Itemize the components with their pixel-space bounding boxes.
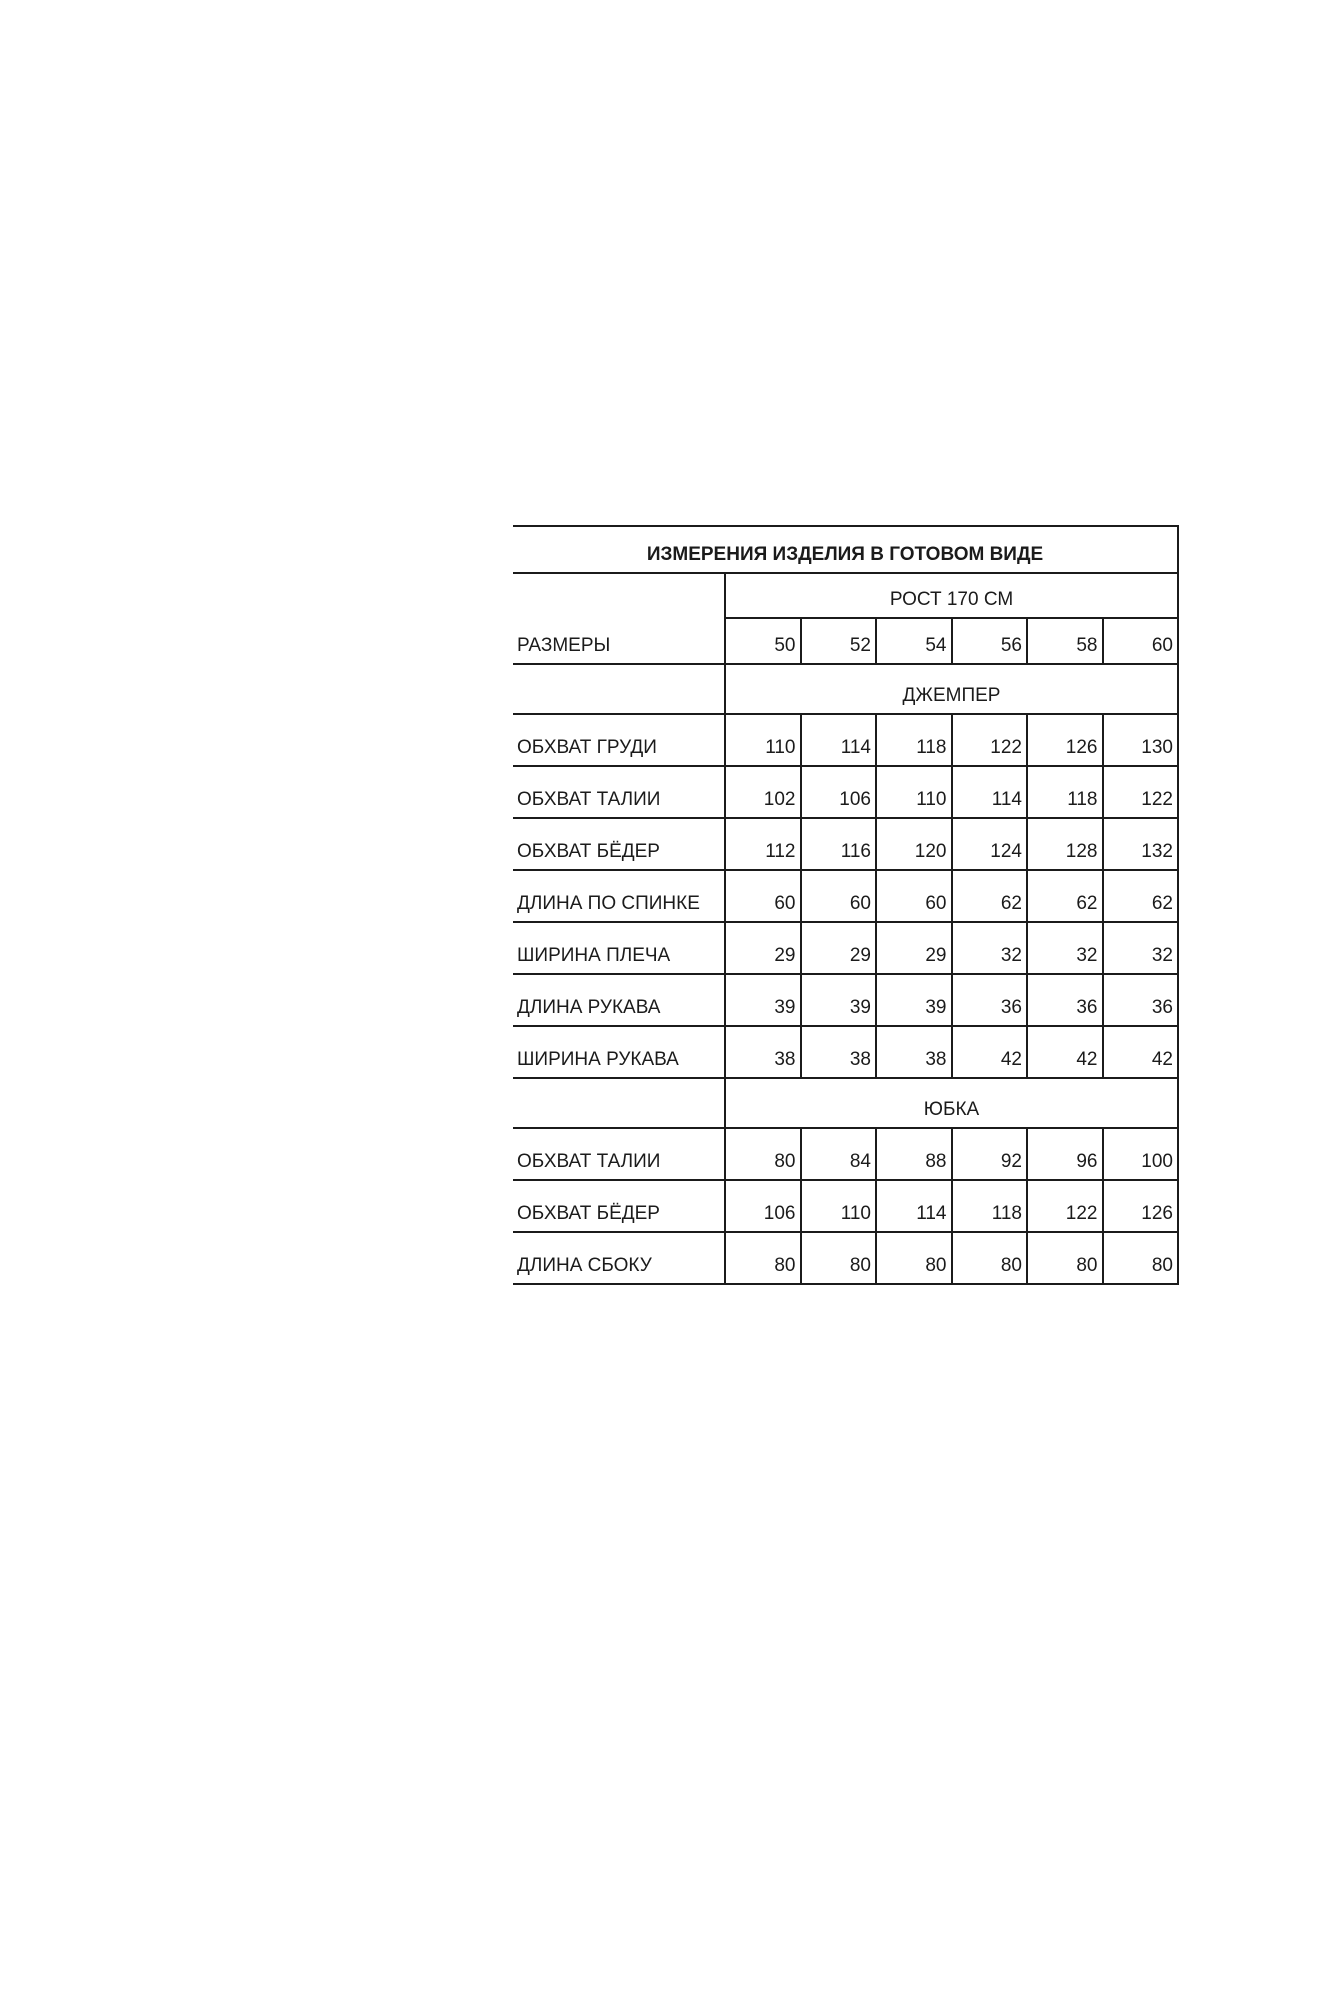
section-header-cell: ДЖЕМПЕР [725,664,1178,714]
measurement-value-cell: 60 [876,870,952,922]
section-spacer-cell [513,1078,725,1128]
measurement-row [513,974,1178,1026]
title-row [513,526,1178,573]
measurement-value-cell: 62 [1103,870,1179,922]
measurement-value-cell: 42 [952,1026,1028,1078]
measurement-value-cell: 122 [1027,1180,1103,1232]
size-header-cell: 60 [1103,618,1179,664]
measurement-value-cell: 100 [1103,1128,1179,1180]
measurement-value-cell: 114 [801,714,877,766]
measurement-label-cell: ОБХВАТ ТАЛИИ [513,1128,725,1180]
section-header-row [513,1078,1178,1128]
measurement-value-cell: 126 [1103,1180,1179,1232]
measurement-value-cell: 39 [725,974,801,1026]
measurement-row [513,818,1178,870]
measurement-value-cell: 128 [1027,818,1103,870]
section-header-row [513,664,1178,714]
measurement-value-cell: 118 [1027,766,1103,818]
measurement-label-cell: ОБХВАТ БЁДЕР [513,1180,725,1232]
measurement-value-cell: 29 [801,922,877,974]
measurement-row [513,922,1178,974]
measurement-value-cell: 122 [952,714,1028,766]
measurement-value-cell: 122 [1103,766,1179,818]
section-header-cell: ЮБКА [725,1078,1178,1128]
measurement-value-cell: 38 [725,1026,801,1078]
measurement-value-cell: 116 [801,818,877,870]
measurement-value-cell: 80 [725,1128,801,1180]
measurement-value-cell: 29 [725,922,801,974]
measurement-value-cell: 106 [801,766,877,818]
measurement-value-cell: 60 [725,870,801,922]
measurement-row [513,714,1178,766]
size-header-cell: 58 [1027,618,1103,664]
measurement-label-cell: ДЛИНА СБОКУ [513,1232,725,1284]
table-title: ИЗМЕРЕНИЯ ИЗДЕЛИЯ В ГОТОВОМ ВИДЕ [513,526,1178,573]
measurement-row [513,1026,1178,1078]
measurement-row [513,1232,1178,1284]
measurement-value-cell: 80 [1027,1232,1103,1284]
sizes-label-cell: РАЗМЕРЫ [513,618,725,664]
measurement-row [513,1180,1178,1232]
measurement-value-cell: 60 [801,870,877,922]
measurement-label-cell: ОБХВАТ БЁДЕР [513,818,725,870]
measurement-value-cell: 118 [876,714,952,766]
measurement-value-cell: 80 [876,1232,952,1284]
measurement-value-cell: 38 [876,1026,952,1078]
measurement-value-cell: 106 [725,1180,801,1232]
measurement-row [513,870,1178,922]
measurement-value-cell: 32 [1103,922,1179,974]
measurement-value-cell: 102 [725,766,801,818]
measurement-value-cell: 92 [952,1128,1028,1180]
measurement-value-cell: 62 [952,870,1028,922]
measurement-row [513,1128,1178,1180]
measurement-value-cell: 32 [1027,922,1103,974]
measurement-label-cell: ДЛИНА ПО СПИНКЕ [513,870,725,922]
size-header-cell: 56 [952,618,1028,664]
measurement-value-cell: 118 [952,1180,1028,1232]
measurement-value-cell: 114 [876,1180,952,1232]
measurement-value-cell: 112 [725,818,801,870]
measurement-value-cell: 36 [1027,974,1103,1026]
measurement-value-cell: 84 [801,1128,877,1180]
measurement-value-cell: 42 [1027,1026,1103,1078]
height-header-cell: РОСТ 170 СМ [725,573,1178,618]
measurement-value-cell: 29 [876,922,952,974]
measurement-value-cell: 110 [876,766,952,818]
measurement-value-cell: 42 [1103,1026,1179,1078]
measurement-value-cell: 114 [952,766,1028,818]
measurement-row [513,766,1178,818]
size-chart-table [513,525,1179,1285]
size-header-cell: 54 [876,618,952,664]
measurement-value-cell: 110 [725,714,801,766]
measurement-value-cell: 110 [801,1180,877,1232]
measurement-value-cell: 38 [801,1026,877,1078]
measurement-value-cell: 96 [1027,1128,1103,1180]
section-spacer-cell [513,664,725,714]
measurement-value-cell: 124 [952,818,1028,870]
measurement-value-cell: 62 [1027,870,1103,922]
sizes-row [513,618,1178,664]
size-header-cell: 50 [725,618,801,664]
measurement-value-cell: 80 [952,1232,1028,1284]
measurement-value-cell: 126 [1027,714,1103,766]
measurement-value-cell: 80 [725,1232,801,1284]
measurement-value-cell: 80 [1103,1232,1179,1284]
measurement-label-cell: ОБХВАТ ГРУДИ [513,714,725,766]
measurement-value-cell: 39 [876,974,952,1026]
height-header-row [513,573,1178,618]
measurement-label-cell: ДЛИНА РУКАВА [513,974,725,1026]
measurement-label-cell: ОБХВАТ ТАЛИИ [513,766,725,818]
empty-corner-cell [513,573,725,618]
size-header-cell: 52 [801,618,877,664]
measurement-value-cell: 132 [1103,818,1179,870]
measurement-value-cell: 80 [801,1232,877,1284]
measurement-value-cell: 130 [1103,714,1179,766]
measurement-label-cell: ШИРИНА ПЛЕЧА [513,922,725,974]
measurement-label-cell: ШИРИНА РУКАВА [513,1026,725,1078]
measurement-value-cell: 36 [1103,974,1179,1026]
measurement-value-cell: 39 [801,974,877,1026]
measurement-value-cell: 88 [876,1128,952,1180]
measurement-value-cell: 120 [876,818,952,870]
measurement-value-cell: 36 [952,974,1028,1026]
measurement-value-cell: 32 [952,922,1028,974]
